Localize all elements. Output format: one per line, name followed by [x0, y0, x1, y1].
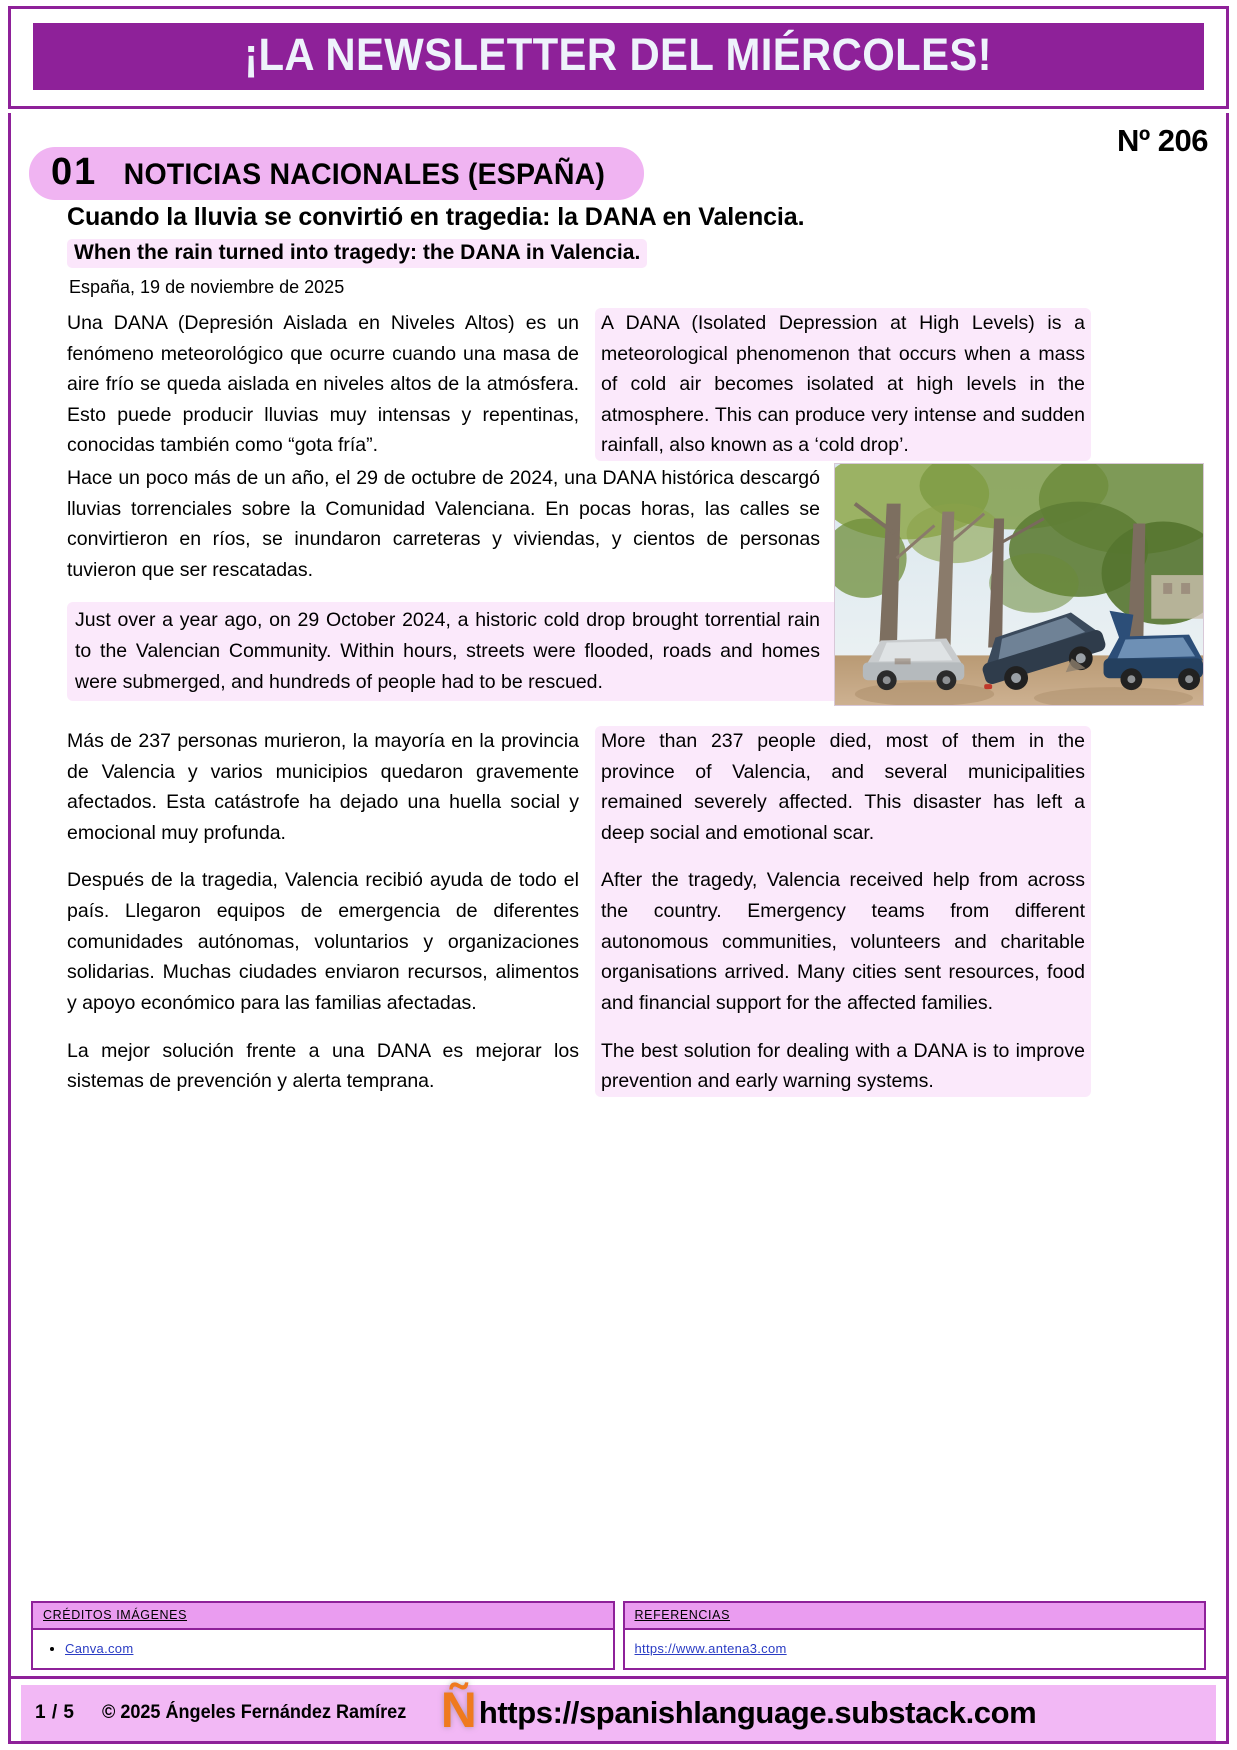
dateline: España, 19 de noviembre de 2025 [69, 277, 345, 297]
masthead-bar [33, 23, 1204, 90]
paragraph-en: After the tragedy, Valencia received help from across the country. Emergency teams from different autonomous communities, volunteers and charitable organisations arrived. Many cities sent resources, food and financial support for the affected families. [601, 869, 1085, 1014]
references-column [623, 1601, 1207, 1670]
paragraph-block-1 [67, 308, 1204, 461]
headline-english: When the rain turned into tragedy: the DANA in Valencia. [67, 239, 647, 268]
reference-link[interactable]: https://www.antena3.com [634, 1641, 787, 1656]
column-spanish-2 [67, 726, 595, 1097]
credits-images-header [31, 1601, 615, 1630]
references-header-text: REFERENCIAS [634, 1608, 731, 1622]
paragraph-en: Just over a year ago, on 29 October 2024, a historic cold drop brought torrential rain to the Valencian Community. Within hours, streets were flooded, roads and homes were submerged, and hundreds of people had to be rescued. [75, 609, 820, 693]
section-number: 01 [51, 151, 98, 193]
article-head [21, 195, 1216, 302]
column-english-2 [595, 726, 1091, 1097]
article-content [21, 302, 1216, 1593]
list-item [65, 1641, 605, 1656]
paragraph-en: A DANA (Isolated Depression at High Levels) is a meteorological phenomenon that occurs when a mass of cold air becomes isolated at high levels in the atmosphere. This can produce very intense and sudden rainfall, also known as a ‘cold drop’. [601, 312, 1085, 457]
credits-images-list [43, 1641, 605, 1656]
paragraph-en: More than 237 people died, most of them in the province of Valencia, and several municipalities remained severely affected. This disaster has left a deep social and emotional scar. [601, 730, 1085, 844]
credits-image-link[interactable]: Canva.com [65, 1641, 134, 1656]
newsletter-title: ¡LA NEWSLETTER DEL MIÉRCOLES! [244, 29, 993, 80]
paragraph-es: Después de la tragedia, Valencia recibió ayuda de todo el país. Llegaron equipos de emergencia de diferentes comunidades autónomas, voluntarios y organizaciones solidarias. Muchas ciudades enviaron recursos, alimentos y apoyo económico para las familias afectadas. [67, 869, 579, 1014]
references-header [623, 1601, 1207, 1630]
paragraph-es: Una DANA (Depresión Aislada en Niveles Altos) es un fenómeno meteorológico que ocurre cuando una masa de aire frío se queda aislada en niveles altos de la atmósfera. Esto puede producir lluvias muy intensas y repentinas, conocidas también como “gota fría”. [67, 312, 579, 457]
section-badge [29, 147, 644, 200]
credits-table [21, 1601, 1216, 1670]
page-number: 1 / 5 [35, 1702, 75, 1723]
headline-spanish: Cuando la lluvia se convirtió en tragedia: la DANA en Valencia. [67, 203, 805, 231]
masthead-frame [8, 6, 1229, 109]
body-frame [8, 113, 1229, 1744]
credits-images-column [31, 1601, 615, 1670]
column-english-1 [595, 308, 1091, 461]
issue-number: Nº 206 [1116, 123, 1208, 158]
headline-english-wrap [67, 239, 1204, 268]
paragraph-es: Hace un poco más de un año, el 29 de octubre de 2024, una DANA histórica descargó lluvias torrenciales sobre la Comunidad Valenciana. En pocas horas, las calles se convirtieron en ríos, se inundaron carreteras y viviendas, y cientos de personas tuvieron que ser rescatadas. [67, 467, 820, 581]
flood-photo [834, 463, 1204, 706]
substack-url[interactable]: https://spanishlanguage.substack.com [478, 1695, 1037, 1730]
credits-images-header-text: CRÉDITOS IMÁGENES [43, 1608, 188, 1622]
flood-photo-illustration [835, 464, 1203, 705]
column-spanish-1 [67, 308, 595, 461]
paragraph-en: The best solution for dealing with a DANA is to improve prevention and early warning systems. [601, 1039, 1085, 1093]
section-label: NOTICIAS NACIONALES (ESPAÑA) [123, 158, 606, 191]
paragraph-es: Más de 237 personas murieron, la mayoría en la provincia de Valencia y varios municipios quedaron gravemente afectados. Esta catástrofe ha dejado una huella social y emocional muy profunda. [67, 730, 579, 844]
copyright-text: © 2025 Ángeles Fernández Ramírez [102, 1702, 407, 1723]
paragraph-es: La mejor solución frente a una DANA es mejorar los sistemas de prevención y alerta temprana. [67, 1039, 579, 1093]
credits-images-body [31, 1630, 615, 1670]
issue-row [21, 121, 1216, 195]
footer-bar [21, 1682, 1216, 1741]
paragraph-block-3 [67, 712, 1204, 1097]
references-body [623, 1630, 1207, 1670]
paragraph-columns-rest [67, 726, 1204, 1097]
footer-wrap [11, 1676, 1226, 1741]
enye-logo-icon: Ñ [440, 1682, 477, 1738]
paragraph-block-2 [67, 463, 1204, 701]
